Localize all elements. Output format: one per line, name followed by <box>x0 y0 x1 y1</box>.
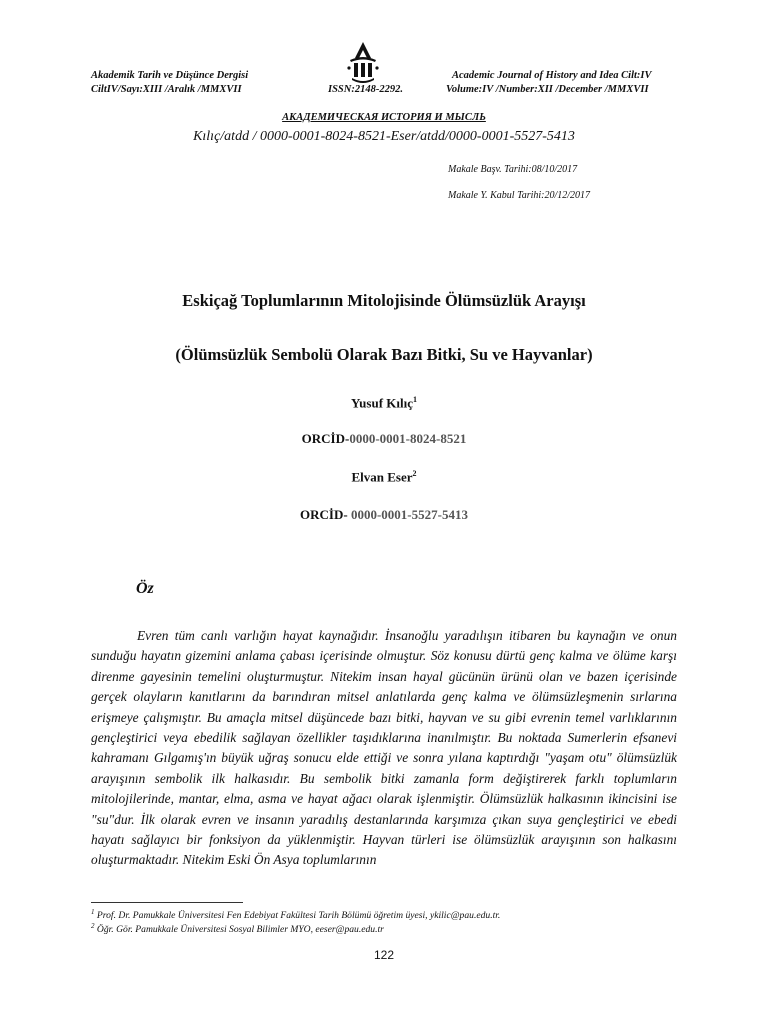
author-1-name: Yusuf Kılıç <box>350 395 413 411</box>
abstract-body <box>91 626 677 871</box>
russian-journal-title: АКАДЕМИЧЕСКАЯ ИСТОРИЯ И МЫСЛЬ <box>282 112 486 123</box>
footnote-divider <box>91 902 243 903</box>
abstract-paragraph: Evren tüm canlı varlığın hayat kaynağıdır. İnsanoğlu yaradılışın itibaren bu kaynağın ve onun sunduğu hayatın gizemini anlama çabası içerisinde olmuştur. Söz konusu dürtü genç kalma ve ölüme karşı direnme gayesinin temelini oluşturmuştur. Nitekim insan hayal gücünün ürünü olan ve bazen içerisinde gerçek olayların kanıtlarını da barındıran mitsel anlatılarda genç kalma ve ölümsüzleşmenin sırlarına erişmeye çalışmıştır. Bu amaçla mitsel düşüncede bazı bitki, hayvan ve su gibi evrenin temel varlıklarının gençleştirici veya ebedilik sağlayan özellikler taşıdıklarına inanılmıştır. Bu noktada Sumerlerin efsanevi kahramanı Gılgamış'ın büyük uğraş sonucu elde ettiği ve sonra yılana kaptırdığı "yaşam otu" ölümsüzlük arayışının sembolik ilk halkasıdır. Bu sembolik bitki zamanla form değiştirerek farklı toplumların mitolojilerinde, mantar, elma, asma ve hayat ağacı olarak işlenmiştir. Ölümsüzlük halkasının ikincisini ise "su"dur. İlk olarak evren ve insanın yaradılış destanlarında karşımıza çıkan suya gençleştirici ve ebedi hayatı sağlayıcı bir fonksiyon da yüklenmiştir. Hayvan türleri ise ölümsüzlük arayışının son halkasını oluşturmaktadır. Nitekim Eski Ön Asya toplumlarının <box>91 628 677 868</box>
acceptance-date: Makale Y. Kabul Tarihi:20/12/2017 <box>448 190 591 201</box>
header-journal-name-en: Academic Journal of History and Idea Cilt:IV <box>452 70 652 81</box>
author-2-orcid-number: 0000-0001-5527-5413 <box>350 507 468 522</box>
author-1-orcid-number: 0000-0001-8024-8521 <box>349 431 467 446</box>
author-1-orcid-label: ORCİD- <box>301 431 350 446</box>
author-1-footnote-ref: 1 <box>413 395 417 404</box>
header-journal-name-tr: Akademik Tarih ve Düşünce Dergisi <box>91 70 249 81</box>
author-2-name: Elvan Eser <box>351 469 413 485</box>
article-subtitle: (Ölümsüzlük Sembolü Olarak Bazı Bitki, Su ve Hayvanlar) <box>175 345 593 364</box>
footnote-1 <box>91 908 500 921</box>
footnote-2-number: 2 <box>91 922 95 930</box>
footnote-1-text: Prof. Dr. Pamukkale Üniversitesi Fen Edebiyat Fakültesi Tarih Bölümü öğretim üyesi, ykilic@pau.edu.tr. <box>94 910 501 922</box>
author-1-orcid <box>0 431 768 447</box>
author-2-orcid-label: ORCİD- <box>300 507 351 522</box>
journal-logo-icon <box>340 40 386 84</box>
page-number: 122 <box>373 948 395 962</box>
header-issn: ISSN:2148-2292. <box>328 84 403 95</box>
footnote-1-number: 1 <box>91 908 95 916</box>
header-volume-tr: CiltIV/Sayı:XIII /Aralık /MMXVII <box>91 84 242 95</box>
header-volume-en: Volume:IV /Number:XII /December /MMXVII <box>446 84 649 95</box>
author-1 <box>0 395 768 411</box>
abstract-heading: Öz <box>136 580 154 597</box>
author-2-footnote-ref: 2 <box>412 469 417 478</box>
citation-line: Kılıç/atdd / 0000-0001-8024-8521-Eser/atdd/0000-0001-5527-5413 <box>193 129 575 144</box>
footnote-2 <box>91 922 384 935</box>
submission-date: Makale Başv. Tarihi:08/10/2017 <box>448 164 578 175</box>
author-2-orcid <box>0 507 768 523</box>
article-title: Eskiçağ Toplumlarının Mitolojisinde Ölümsüzlük Arayışı <box>182 291 586 310</box>
footnote-2-text: Öğr. Gör. Pamukkale Üniversitesi Sosyal Bilimler MYO, eeser@pau.edu.tr <box>94 924 384 936</box>
author-2 <box>0 469 768 485</box>
